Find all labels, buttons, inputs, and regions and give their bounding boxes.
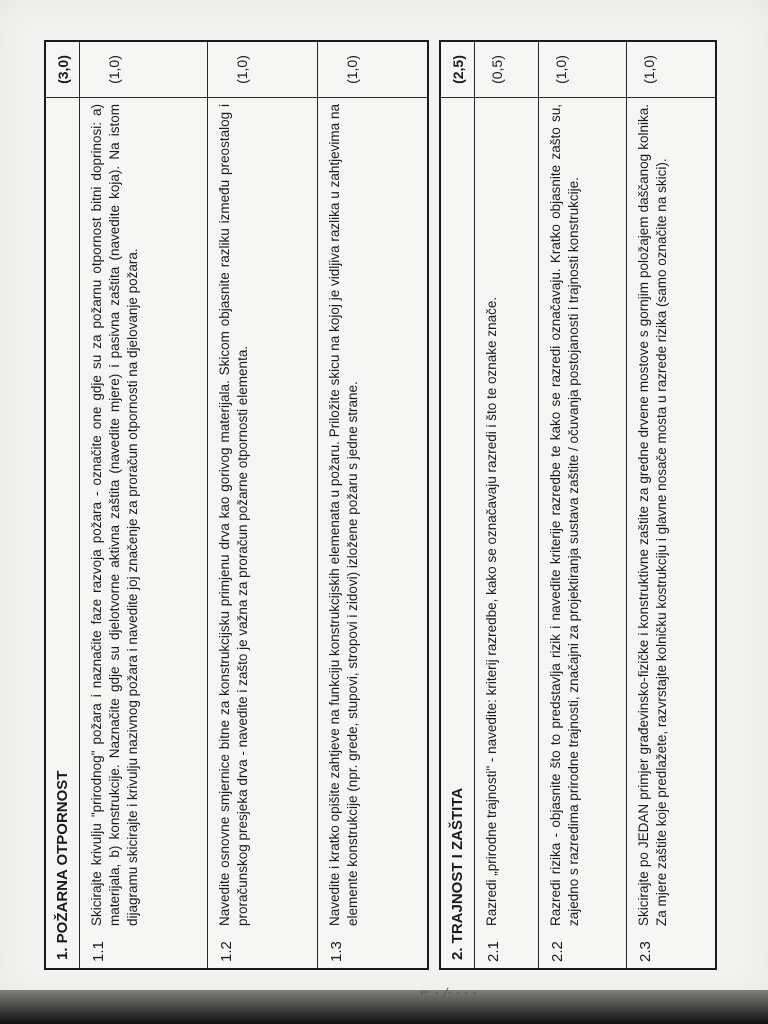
question-number: 1.1 [90, 941, 107, 962]
rotated-page [34, 40, 734, 970]
question-points: (1,0) [208, 42, 317, 98]
question-text: Razredi rizika - objasnite što to predstavlja rizik i navedite kriterije razredbe te kako se razredi označavaju. Kratko objasnite zašto su, zajedno s razredima prirodne trajnosti, značajni za projektiranja sustava zaštite / očuvanja postojanosti i trajnosti konstrukcije. [548, 104, 582, 926]
question-points: (0,5) [475, 42, 538, 98]
question-row [318, 42, 428, 968]
question-text: Navedite i kratko opišite zahtjeve na funkciju konstrukcijskih elemenata u požaru. Priložite skicu na kojoj je vidljiva razlika u zahtjevima na elemente konstrukcije (npr. grede, stupovi, stropovi i zidovi) izložene požaru s jedne strane. [327, 104, 361, 926]
question-text: Navedite osnovne smjernice bitne za konstrukcijsku primjenu drva kao gorivog materijala. Skicom objasnite razliku između preostalog i proračunskog presjeka drva - navedite i zašto je važna za proračun požarne otpornosti elementa. [217, 104, 251, 926]
question-number: 1.2 [218, 941, 235, 962]
question-points: (1,0) [318, 42, 428, 98]
section-header [441, 42, 475, 968]
question-text: Skicirajte po JEDAN primjer građevinsko-fizičke i konstruktivne zaštite za gredne drvene mostove s gornjim položajem daščanog kolnika. Za mjere zaštite koje predlažete, razvrstajte kolničku kostrukciju i glavne nosače mosta u razrede rizika (samo označite na skici). [636, 104, 670, 926]
question-row [539, 42, 627, 968]
handwritten-mark: ⌐ · /· · · · [420, 986, 477, 1001]
section-header [46, 42, 80, 968]
question-number: 2.3 [637, 941, 654, 962]
section-durability-protection [439, 40, 717, 970]
question-text: Skicirajte krivulju "prirodnog" požara i naznačite faze razvoja požara - označite one gdje su za požarnu otpornost bitni doprinosi: a) materijala, b) konstrukcije. Naznačite gdje su djelotvorne aktivna zaštita (navedite mjere) i pasivna zaštita (navedite koja). Na istom dijagramu skicirajte i krivulju nazivnog požara i navedite joj značenje za proračun otpornosti na djelovanje požara. [89, 104, 141, 926]
question-points: (1,0) [539, 42, 626, 98]
question-number: 2.2 [549, 941, 566, 962]
question-row [80, 42, 208, 968]
section-title: 1. POŽARNA OTPORNOST [54, 770, 71, 960]
question-points: (1,0) [80, 42, 207, 98]
question-text: Razredi „prirodne trajnosti" - navedite: kriterij razredbe, kako se označavaju razredi i što te oznake znače. [484, 296, 499, 926]
question-row [627, 42, 715, 968]
section-points: (3,0) [46, 42, 79, 98]
section-fire-resistance [44, 40, 429, 970]
table-edge-shadow [0, 990, 768, 1024]
question-points: (1,0) [627, 42, 715, 98]
question-number: 2.1 [485, 941, 502, 962]
section-points: (2,5) [441, 42, 474, 98]
question-row [208, 42, 318, 968]
section-title: 2. TRAJNOST I ZAŠTITA [449, 787, 466, 960]
question-row [475, 42, 539, 968]
question-number: 1.3 [328, 941, 345, 962]
